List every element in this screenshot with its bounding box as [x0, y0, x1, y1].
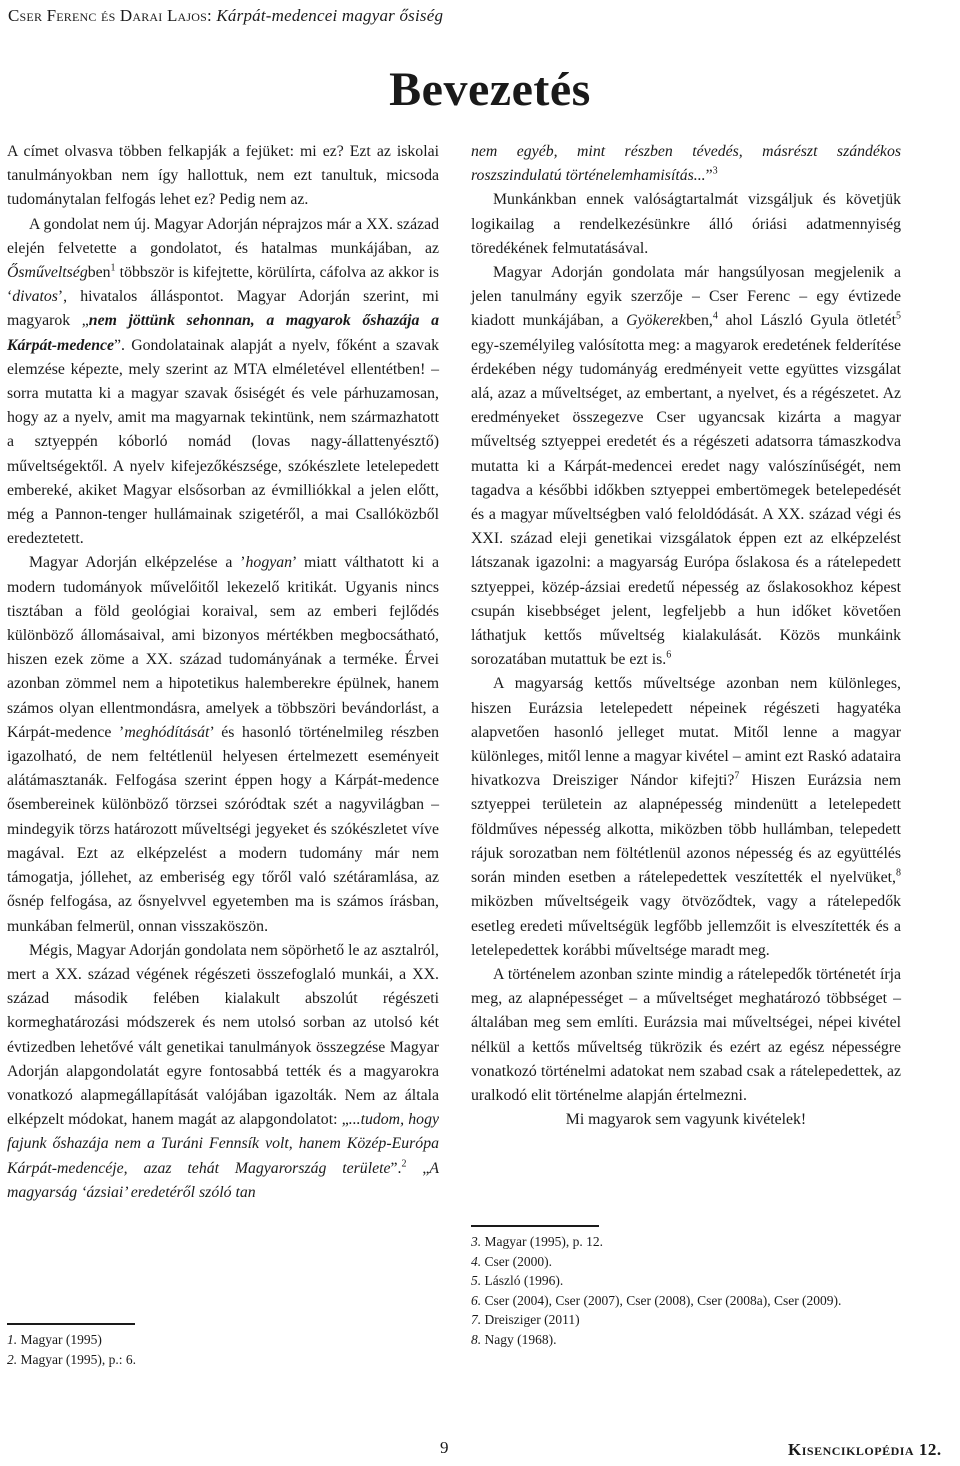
page-number: 9: [440, 1438, 449, 1457]
series-brand: Kisenciklopédia 12.: [788, 1440, 942, 1459]
paragraph-8: A magyarság kettős műveltsége azonban nem különleges, hiszen Eurázsia letelepedett népeinek régészeti hagyatéka alapvetően hasonló jelleget mutat. Mitől lenne a magyar különleges, mitől lenne a magyar kivétel – amint ezt Raskó adataira hivatkozva Dreisziger Nándor kifejti?$^7$ Hiszen Eurázsia nem sztyeppei területein az alapnépesség mindenütt a letelepedett földműves népesség alkotta, miközben több hullámban, telepedett rájuk sorozatban nem föltétlenül azonos népesség és az együttélés során minden esetben a rátelepedettek veszítették el nyelvüket,$^8$ miközben műveltségeik vagy ötvöződtek, vagy a rátelepedők esetleg eredeti műveltségük legfőbb jellemzőit is elveszítették és a letelepedettek korábbi műveltsége maradt meg.: [471, 675, 901, 959]
footnote-4: 4. Cser (2000).: [471, 1253, 552, 1269]
footnote-2: 2. Magyar (1995), p.: 6.: [7, 1351, 136, 1367]
footnotes-right: [471, 1225, 901, 1350]
footnotes-left: [7, 1323, 437, 1369]
paragraph-2: A gondolat nem új. Magyar Adorján néprajzos már a XX. század elején felvetette a gondolatot, és hatalmas munkájában, az Ősműveltségben$^1$ többször is kifejtette, körülírta, cáfolva az akkor is ‘divatos’, hivatalos álláspontot. Magyar Adorján szerint, mi magyarok „nem jöttünk sehonnan, a magyarok őshazája a Kárpát-medence”. Gondolatainak alapját a nyelv, főként a szavak elemzése képezte, mely szerint az MTA elméletével ellentétben! – sorra mutatta ki a magyar szavak ősiségét és vele párhuzamosan, hogy az a nyelv, amit ma magyarnak tekintünk, nem származhatott a sztyeppén kóborló nomád (lovas nagy-állattenyésztő) műveltségektől. A nyelv kifejezőkészsége, szókészlete letelepedett embereké, akiket Magyar elsősorban az évmilliókkal a jelen előtt, még a Pannon-tenger hullámainak szigetéről, a mai Csallóközből eredeztetett.: [7, 215, 439, 548]
footnote-rule: [471, 1225, 599, 1227]
footnote-6: 6. Cser (2004), Cser (2007), Cser (2008), Cser (2008a), Cser (2009).: [471, 1292, 842, 1308]
footnote-8: 8. Nagy (1968).: [471, 1331, 557, 1347]
footnote-3: 3. Magyar (1995), p. 12.: [471, 1234, 603, 1249]
paragraph-3: Magyar Adorján elképzelése a ’hogyan’ miatt válthatott ki a modern tudományok művelőitől lekezelő kritikát. Ugyanis nincs tisztában a föld geológiai koraival, sem az emberi fejlődés különböző állomásaival, ami bizonyos mértékben megbocsátható, hiszen ezek zöme a XX. század tudományának a terméke. Érvei azonban zömmel nem a hipotetikus halemberekre épülnek, hanem számos olyan ellentmondásra, amelyek a többszöri bevándorlást, a Kárpát-medence ’meghódítását’ és hasonló történelmileg részben igazolható, de nem feltétlenül helyesen értelmezett eseményeit alátámasztanák. Felfogása szerint éppen hogy a Kárpát-medence ősembereinek különböző törzsei szóródtak szét a nagyvilágban – mindegyik törzs határozott műveltségi jegyeket és szókészletet víve magával. Ezt az elképzelést a modern tudomány már nem támogatja, jóllehet, az emberiség egy tőről való szétáramlása, az ősnép felfogása, az ősnyelvvel egyetemben ma is számos írásban, munkában felmerül, onnan visszaköszön.: [7, 554, 439, 935]
footnote-7: 7. Dreisziger (2011): [471, 1312, 580, 1328]
footnote-rule: [7, 1323, 135, 1325]
paragraph-10: Mi magyarok sem vagyunk kivételek!: [565, 1111, 807, 1129]
running-head: [8, 6, 443, 26]
paragraph-6: Munkánkban ennek valóságtartalmát vizsgáljuk és követjük logikailag a rendelkezésünkre álló óriási adatmennyiség töredékének felmutatásával.: [471, 191, 901, 257]
footnote-5: 5. László (1996).: [471, 1273, 564, 1289]
chapter-title: Bevezetés: [389, 63, 591, 116]
paragraph-5: nem egyéb, mint részben tévedés, másrészt szándékos roszszindulatú történelemhamisítás...”$^3$: [471, 143, 901, 185]
paragraph-7: Magyar Adorján gondolata már hangsúlyosan megjelenik a jelen tanulmány egyik szerzője – Cser Ferenc – egy évtizede kiadott munkájában, a Gyökerekben,$^4$ ahol László Gyula ötletét$^5$ egy-személyileg valósította meg: a magyarok eredetének felderítése érdekében négy tudományág eredményeit vette együttes vizsgálat alá, azaz a műveltséget, az embertant, a nyelvet, és a régészetet. Az eredményeket összegezve Cser ugyancsak kizárta a magyar műveltség sztyeppei eredetét és a régészeti adatsorra támaszkodva mutatta ki a Kárpát-medencei eredet nagy valószínűségét, nem tagadva a későbbi időkben sztyeppei embertömegek betelepedését és a magyar műveltségben való feloldódását. A XX. század végi és XXI. század eleji genetikai vizsgálatok éppen ezt az elképzelést látszanak igazolni: a magyarság Európa őslakosa és a rátelepedett sztyeppei, közép-ázsiai eredetű népesség az őslakosokhoz képest csupán kisebbséget jelent, legfeljebb a hun időket követően láthatjuk kettős műveltség kialakulását. Közös munkáink sorozatában mutattuk be ezt is.$^6$: [471, 264, 901, 669]
paragraph-9: A történelem azonban szinte mindig a rátelepedők történetét írja meg, az alapnépességet – a műveltséget meghatározó többséget – általában meg sem említi. Eurázsia mai műveltségei, népei kivétel nélkül a kettős műveltség tükrözik és ezért az egész népességre vonatkozó történelmi adatokat nem szabad csak a rátelepedettek, az uralkodó elit történelme alapján értelmezni.: [471, 965, 901, 1104]
header-authors: Cser Ferenc és Darai Lajos:: [8, 6, 212, 25]
left-column: [7, 140, 439, 1205]
paragraph-4: Mégis, Magyar Adorján gondolata nem söpörhető le az asztalról, mert a XX. század végének régészeti összefoglaló munkái, a XX. század második felében kialakult abszolút régészeti kormeghatározási módszerek és nem utolsó sorban az utolsó két évtizedben lehetővé vált genetikai tanulmányok összegzése Magyar Adorján alapgondolatát egyre fontosabbá tették és a magyarokra vonatkozó alapmegállapítását valójában igazolták. Nem az általa elképzelt módokat, hanem magát az alapgondolatot: „...tudom, hogy fajunk őshazája nem a Turáni Fennsík volt, hanem Közép-Európa Kárpát-medencéje, azaz tehát Magyarország területe”.$^2$ „A magyarság ‘ázsiai’ eredetéről szóló tan: [7, 941, 439, 1201]
footnote-1: 1. Magyar (1995): [7, 1332, 102, 1347]
header-book-title: Kárpát-medencei magyar ősiség: [216, 6, 444, 25]
right-column: [471, 140, 901, 1132]
paragraph-1: A címet olvasva többen felkapják a fejüket: mi ez? Ezt az iskolai tanulmányokban nem így hallottuk, nem ezt tanultuk, micsoda tudománytalan felfogás lehet ez? Pedig nem az.: [7, 143, 439, 209]
